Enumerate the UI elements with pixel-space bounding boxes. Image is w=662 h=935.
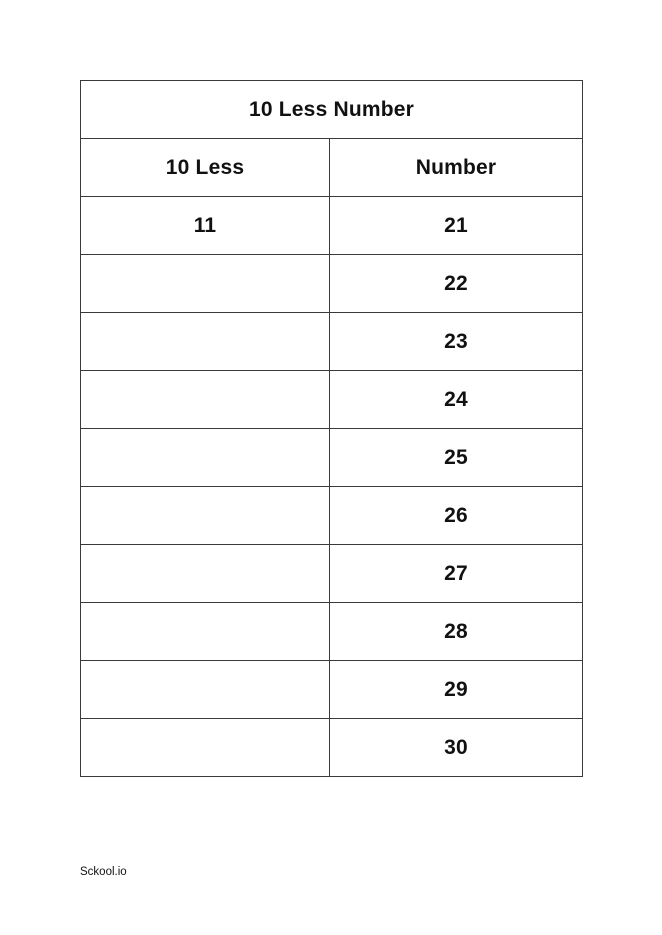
- table-row: [81, 255, 583, 313]
- column-header-10-less: 10 Less: [81, 139, 330, 197]
- table-title: 10 Less Number: [81, 81, 583, 139]
- number-cell: 28: [330, 603, 583, 661]
- number-cell: 25: [330, 429, 583, 487]
- ten-less-table: [80, 80, 583, 777]
- table-row: [81, 313, 583, 371]
- table-row: [81, 719, 583, 777]
- number-cell: 26: [330, 487, 583, 545]
- ten-less-cell[interactable]: [81, 487, 330, 545]
- number-cell: 21: [330, 197, 583, 255]
- table-row: [81, 371, 583, 429]
- column-header-number: Number: [330, 139, 583, 197]
- ten-less-cell[interactable]: [81, 719, 330, 777]
- table-row: [81, 545, 583, 603]
- number-cell: 29: [330, 661, 583, 719]
- ten-less-cell[interactable]: 11: [81, 197, 330, 255]
- ten-less-cell[interactable]: [81, 255, 330, 313]
- table-row: [81, 197, 583, 255]
- table-title-row: [81, 81, 583, 139]
- table-row: [81, 429, 583, 487]
- ten-less-cell[interactable]: [81, 545, 330, 603]
- number-cell: 22: [330, 255, 583, 313]
- ten-less-cell[interactable]: [81, 603, 330, 661]
- table-header-row: [81, 139, 583, 197]
- ten-less-cell[interactable]: [81, 661, 330, 719]
- ten-less-cell[interactable]: [81, 371, 330, 429]
- table-row: [81, 603, 583, 661]
- ten-less-cell[interactable]: [81, 429, 330, 487]
- number-cell: 24: [330, 371, 583, 429]
- table-row: [81, 661, 583, 719]
- number-cell: 27: [330, 545, 583, 603]
- footer-brand: Sckool.io: [80, 866, 127, 878]
- ten-less-cell[interactable]: [81, 313, 330, 371]
- number-cell: 30: [330, 719, 583, 777]
- table-row: [81, 487, 583, 545]
- number-cell: 23: [330, 313, 583, 371]
